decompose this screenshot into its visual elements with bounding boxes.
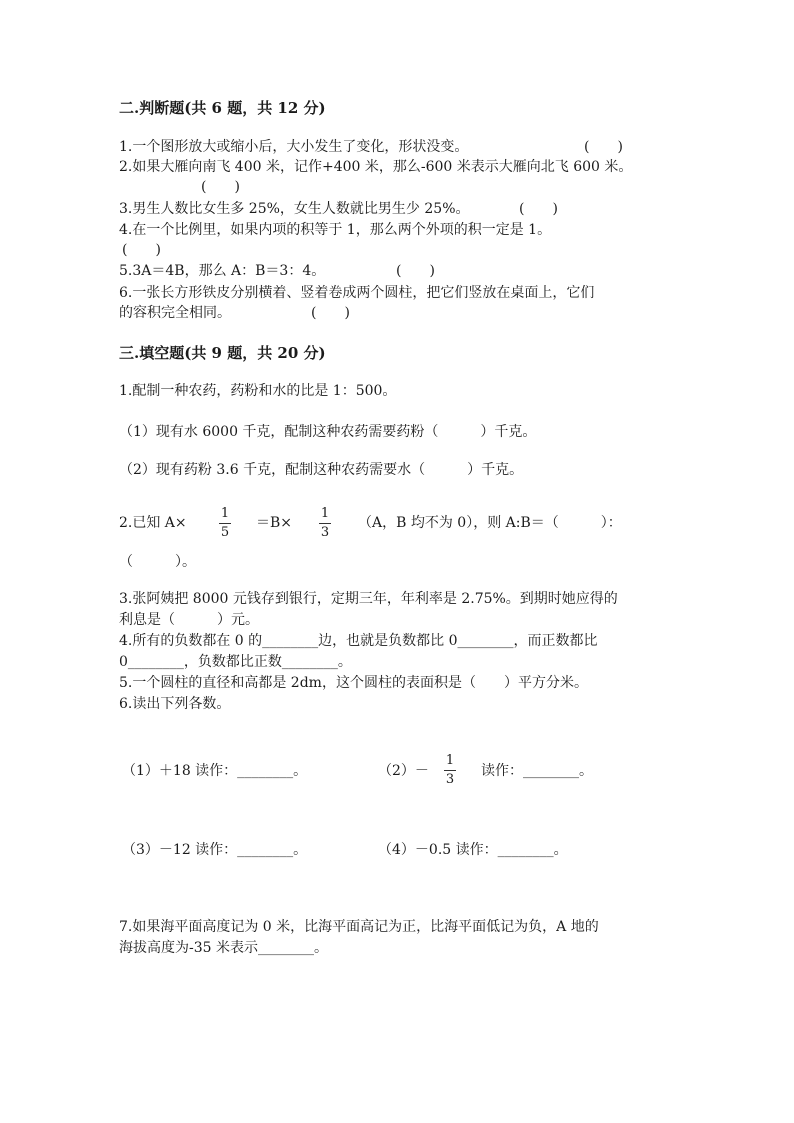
fill-question-5: 5.一个圆柱的直径和高都是 2dm，这个圆柱的表面积是（ ）平方分米。 xyxy=(119,675,588,691)
fill-question-6-sub1: （1）＋18 读作：________。 xyxy=(122,763,308,779)
fill-question-2-part-b: ＝B× xyxy=(256,515,293,531)
judge-question-4: 4.在一个比例里，如果内项的积等于 1，那么两个外项的积一定是 1。 xyxy=(119,222,552,238)
fill-question-7-line1: 7.如果海平面高度记为 0 米，比海平面高记为正，比海平面低记为负，A 地的 xyxy=(119,919,599,935)
answer-paren: ( ) xyxy=(311,305,350,321)
fill-question-1-sub1: （1）现有水 6000 千克，配制这种农药需要药粉（ ）千克。 xyxy=(119,424,537,440)
fraction-denominator: 3 xyxy=(320,525,330,540)
answer-paren: ( ) xyxy=(584,139,623,155)
fill-question-3-line2: 利息是（ ）元。 xyxy=(119,612,259,628)
fill-question-7-line2: 海拔高度为-35 米表示________。 xyxy=(119,940,328,956)
fraction-one-third xyxy=(444,753,456,788)
judge-question-2: 2.如果大雁向南飞 400 米，记作+400 米，那么-600 米表示大雁向北飞 600 米。 xyxy=(119,159,633,175)
judge-question-3: 3.男生人数比女生多 25%，女生人数就比男生少 25%。 xyxy=(119,201,470,217)
fill-question-2-part-a: 2.已知 A× xyxy=(119,515,187,531)
fill-question-6-sub2-suffix: 读作：________。 xyxy=(481,763,593,779)
judge-question-6-line2: 的容积完全相同。 xyxy=(119,305,231,321)
fraction-bar xyxy=(444,770,456,771)
fraction-bar xyxy=(219,523,231,524)
fill-question-3-line1: 3.张阿姨把 8000 元钱存到银行，定期三年，年利率是 2.75%。到期时她应得的 xyxy=(119,591,618,607)
judge-question-1: 1.一个图形放大或缩小后，大小发生了变化，形状没变。 xyxy=(119,139,469,155)
answer-paren: ( ) xyxy=(122,242,161,258)
fill-question-2-part-c: （A，B 均不为 0），则 A:B＝（ ）： xyxy=(358,515,622,531)
answer-paren: ( ) xyxy=(201,179,240,195)
fill-question-6-sub3: （3）－12 读作：________。 xyxy=(122,842,308,858)
judge-question-6-line1: 6.一张长方形铁皮分别横着、竖着卷成两个圆柱，把它们竖放在桌面上，它们 xyxy=(119,285,595,301)
fill-question-6-sub2-prefix: （2）－ xyxy=(378,763,429,779)
fill-question-6: 6.读出下列各数。 xyxy=(119,696,231,712)
section-heading-fill-in: 三.填空题(共 9 题，共 20 分) xyxy=(119,344,326,362)
answer-paren: ( ) xyxy=(519,201,558,217)
fill-question-4-line2: 0________，负数都比正数________。 xyxy=(119,654,352,670)
fraction-bar xyxy=(319,523,331,524)
fill-question-2-part-d: （ ）。 xyxy=(119,554,196,570)
answer-paren: ( ) xyxy=(396,263,435,279)
fraction-denominator: 3 xyxy=(445,772,455,787)
fraction-numerator: 1 xyxy=(445,753,455,768)
fill-question-1-sub2: （2）现有药粉 3.6 千克，配制这种农药需要水（ ）千克。 xyxy=(119,462,524,478)
fraction-numerator: 1 xyxy=(220,506,230,521)
section-heading-judgement: 二.判断题(共 6 题，共 12 分) xyxy=(119,99,326,117)
fill-question-6-sub4: （4）－0.5 读作：________。 xyxy=(378,842,568,858)
fill-question-1: 1.配制一种农药，药粉和水的比是 1：500。 xyxy=(119,383,397,399)
fraction-one-third xyxy=(319,506,331,541)
fill-question-4-line1: 4.所有的负数都在 0 的________边，也就是负数都比 0________，而正数都比 xyxy=(119,633,598,649)
judge-question-5: 5.3A＝4B，那么 A：B＝3：4。 xyxy=(119,263,326,279)
fraction-numerator: 1 xyxy=(320,506,330,521)
fraction-denominator: 5 xyxy=(220,525,230,540)
fraction-one-fifth xyxy=(219,506,231,541)
